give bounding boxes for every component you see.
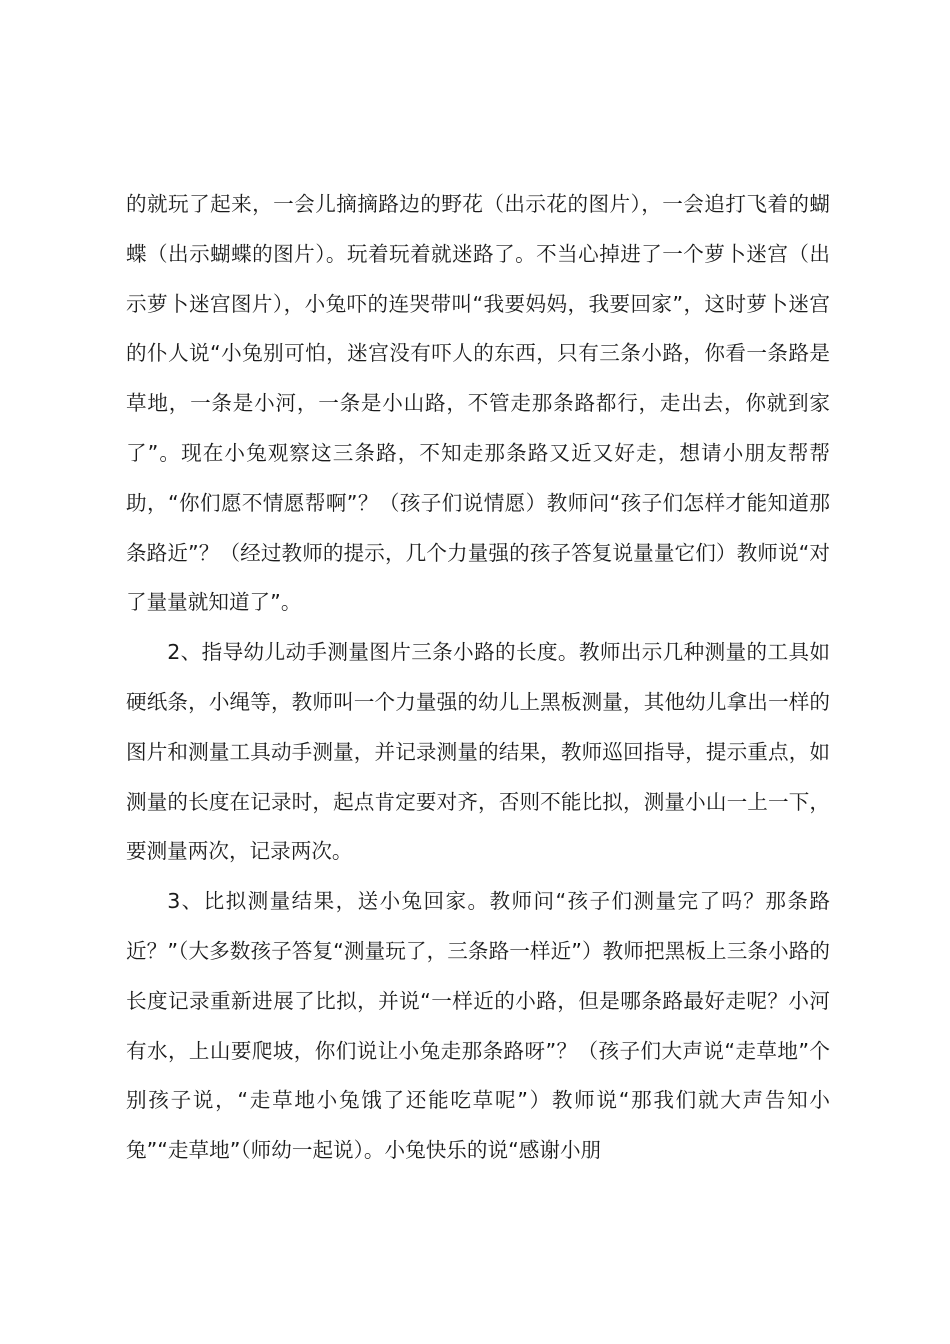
document-body: [126, 180, 830, 1176]
paragraph-story: 的就玩了起来，一会儿摘摘路边的野花（出示花的图片），一会追打飞着的蝴蝶（出示蝴蝶的图片）。玩着玩着就迷路了。不当心掉进了一个萝卜迷宫（出示萝卜迷宫图片），小兔吓的连哭带叫“我要妈妈，我要回家”，这时萝卜迷宫的仆人说“小兔别可怕，迷宫没有吓人的东西，只有三条小路，你看一条路是草地，一条是小河，一条是小山路，不管走那条路都行，走出去，你就到家了”。现在小兔观察这三条路，不知走那条路又近又好走，想请小朋友帮帮助，“你们愿不情愿帮啊”？（孩子们说情愿）教师问“孩子们怎样才能知道那条路近”？（经过教师的提示，几个力量强的孩子答复说量量它们）教师说“对了量量就知道了”。: [126, 192, 830, 615]
paragraph-step-3-compare: 3、比拟测量结果，送小兔回家。教师问“孩子们测量完了吗？那条路近？”（大多数孩子答复“测量玩了，三条路一样近”）教师把黑板上三条小路的长度记录重新进展了比拟，并说“一样近的小路，但是哪条路最好走呢？小河有水，上山要爬坡，你们说让小兔走那条路呀”？（孩子们大声说“走草地”个别孩子说，“走草地小兔饿了还能吃草呢”）教师说“那我们就大声告知小兔”“走草地”（师幼一起说）。小兔快乐的说“感谢小朋: [126, 889, 830, 1163]
paragraph-step-2-measure: 2、指导幼儿动手测量图片三条小路的长度。教师出示几种测量的工具如硬纸条，小绳等，教师叫一个力量强的幼儿上黑板测量，其他幼儿拿出一样的图片和测量工具动手测量，并记录测量的结果，教师巡回指导，提示重点，如测量的长度在记录时，起点肯定要对齐，否则不能比拟，测量小山一上一下，要测量两次，记录两次。: [126, 640, 830, 864]
